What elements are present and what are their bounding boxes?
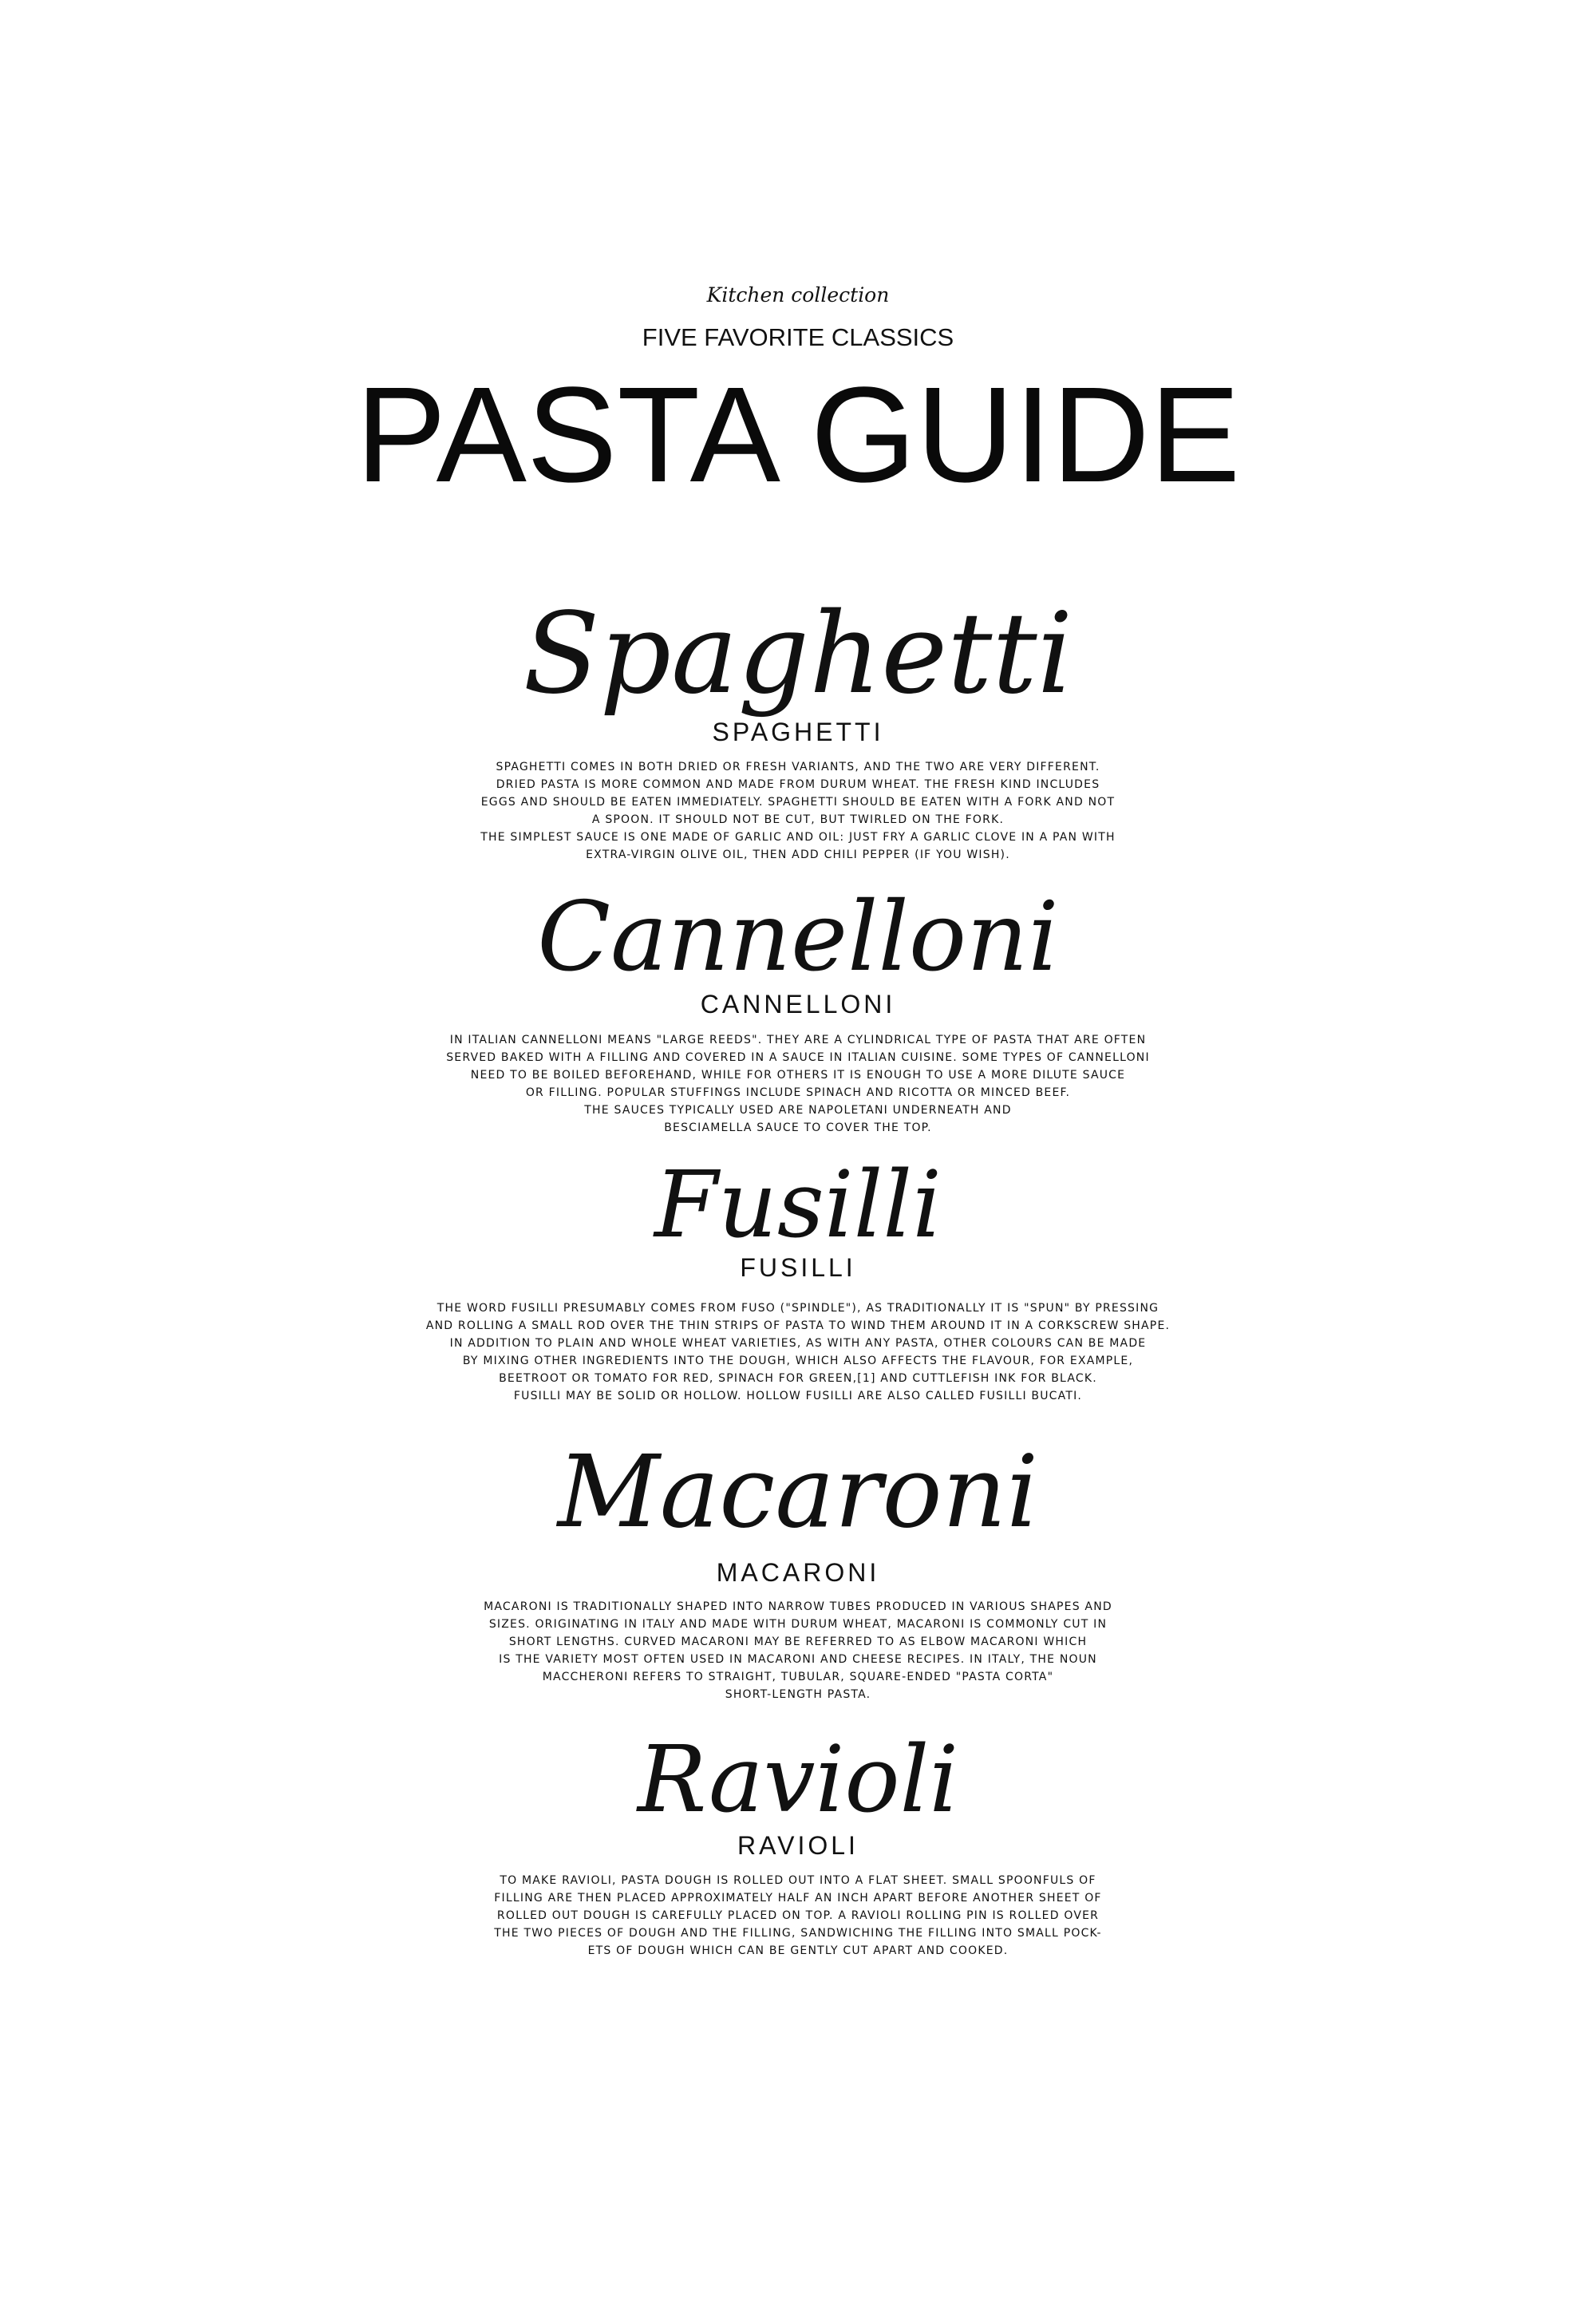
fusilli-heading: FUSILLI bbox=[740, 1253, 856, 1282]
description-line: IN ADDITION TO PLAIN AND WHOLE WHEAT VARIETIES, AS WITH ANY PASTA, OTHER COLOURS CAN BE MADE bbox=[449, 1337, 1147, 1350]
description-line: BEETROOT OR TOMATO FOR RED, SPINACH FOR GREEN,[1] AND CUTTLEFISH INK FOR BLACK. bbox=[499, 1372, 1097, 1385]
description-line: MACARONI IS TRADITIONALLY SHAPED INTO NARROW TUBES PRODUCED IN VARIOUS SHAPES AND bbox=[484, 1600, 1112, 1613]
description-line: SERVED BAKED WITH A FILLING AND COVERED IN A SAUCE IN ITALIAN CUISINE. SOME TYPES OF CANNELLONI bbox=[446, 1051, 1150, 1064]
spaghetti-heading: SPAGHETTI bbox=[712, 718, 884, 746]
description-line: FUSILLI MAY BE SOLID OR HOLLOW. HOLLOW FUSILLI ARE ALSO CALLED FUSILLI BUCATI. bbox=[513, 1390, 1083, 1402]
fusilli-script-title: Fusilli bbox=[654, 1152, 942, 1259]
macaroni-description bbox=[0, 1598, 1596, 1703]
description-line: BESCIAMELLA SAUCE TO COVER THE TOP. bbox=[664, 1121, 932, 1134]
page-title: PASTA GUIDE bbox=[355, 359, 1241, 511]
description-line: THE SAUCES TYPICALLY USED ARE NAPOLETANI UNDERNEATH AND bbox=[584, 1104, 1012, 1117]
description-line: IN ITALIAN CANNELLONI MEANS "LARGE REEDS". THEY ARE A CYLINDRICAL TYPE OF PASTA THAT ARE OFTEN bbox=[449, 1034, 1147, 1046]
description-line: ROLLED OUT DOUGH IS CAREFULLY PLACED ON TOP. A RAVIOLI ROLLING PIN IS ROLLED OVER bbox=[496, 1909, 1100, 1922]
description-line: BY MIXING OTHER INGREDIENTS INTO THE DOUGH, WHICH ALSO AFFECTS THE FLAVOUR, FOR EXAMPLE, bbox=[462, 1355, 1134, 1367]
description-line: SHORT LENGTHS. CURVED MACARONI MAY BE REFERRED TO AS ELBOW MACARONI WHICH bbox=[508, 1636, 1088, 1648]
description-line: NEED TO BE BOILED BEFOREHAND, WHILE FOR OTHERS IT IS ENOUGH TO USE A MORE DILUTE SAUCE bbox=[470, 1069, 1126, 1082]
description-line: SIZES. ORIGINATING IN ITALY AND MADE WITH DURUM WHEAT, MACARONI IS COMMONLY CUT IN bbox=[488, 1618, 1108, 1631]
description-line: THE SIMPLEST SAUCE IS ONE MADE OF GARLIC AND OIL: JUST FRY A GARLIC CLOVE IN A PAN WITH bbox=[480, 831, 1116, 844]
description-line: TO MAKE RAVIOLI, PASTA DOUGH IS ROLLED OUT INTO A FLAT SHEET. SMALL SPOONFULS OF bbox=[500, 1874, 1096, 1887]
description-line: ETS OF DOUGH WHICH CAN BE GENTLY CUT APART AND COOKED. bbox=[587, 1944, 1009, 1957]
description-line: EXTRA-VIRGIN OLIVE OIL, THEN ADD CHILI PEPPER (IF YOU WISH). bbox=[586, 848, 1010, 861]
description-line: FILLING ARE THEN PLACED APPROXIMATELY HALF AN INCH APART BEFORE ANOTHER SHEET OF bbox=[494, 1892, 1102, 1905]
description-line: MACCHERONI REFERS TO STRAIGHT, TUBULAR, SQUARE-ENDED "PASTA CORTA" bbox=[542, 1671, 1054, 1683]
kicker-text: Kitchen collection bbox=[706, 283, 890, 307]
description-line: SHORT-LENGTH PASTA. bbox=[725, 1688, 871, 1701]
description-line: SPAGHETTI COMES IN BOTH DRIED OR FRESH VARIANTS, AND THE TWO ARE VERY DIFFERENT. bbox=[496, 761, 1100, 773]
description-line: DRIED PASTA IS MORE COMMON AND MADE FROM DURUM WHEAT. THE FRESH KIND INCLUDES bbox=[496, 778, 1100, 791]
spaghetti-description bbox=[0, 758, 1596, 864]
fusilli-description bbox=[0, 1299, 1596, 1405]
ravioli-script-title: Ravioli bbox=[637, 1727, 959, 1833]
spaghetti-script-title: Spaghetti bbox=[523, 589, 1073, 719]
description-line: IS THE VARIETY MOST OFTEN USED IN MACARONI AND CHEESE RECIPES. IN ITALY, THE NOUN bbox=[499, 1653, 1097, 1666]
macaroni-heading: MACARONI bbox=[716, 1558, 880, 1587]
cannelloni-script-title: Cannelloni bbox=[537, 882, 1059, 993]
subtitle: FIVE FAVORITE CLASSICS bbox=[642, 323, 954, 351]
description-line: EGGS AND SHOULD BE EATEN IMMEDIATELY. SPAGHETTI SHOULD BE EATEN WITH A FORK AND NOT bbox=[480, 796, 1116, 809]
description-line: A SPOON. IT SHOULD NOT BE CUT, BUT TWIRLED ON THE FORK. bbox=[591, 813, 1005, 826]
ravioli-description bbox=[0, 1872, 1596, 1960]
cannelloni-description bbox=[0, 1031, 1596, 1137]
description-line: THE WORD FUSILLI PRESUMABLY COMES FROM FUSO ("SPINDLE"), AS TRADITIONALLY IT IS "SPUN" BY PRESSING bbox=[437, 1302, 1159, 1315]
description-line: OR FILLING. POPULAR STUFFINGS INCLUDE SPINACH AND RICOTTA OR MINCED BEEF. bbox=[525, 1086, 1071, 1099]
description-line: THE TWO PIECES OF DOUGH AND THE FILLING, SANDWICHING THE FILLING INTO SMALL POCK- bbox=[494, 1927, 1102, 1940]
macaroni-script-title: Macaroni bbox=[557, 1434, 1039, 1550]
ravioli-heading: RAVIOLI bbox=[737, 1831, 859, 1860]
cannelloni-heading: CANNELLONI bbox=[700, 990, 896, 1019]
description-line: AND ROLLING A SMALL ROD OVER THE THIN STRIPS OF PASTA TO WIND THEM AROUND IT IN A CORKSCREW SHAPE. bbox=[425, 1319, 1171, 1332]
